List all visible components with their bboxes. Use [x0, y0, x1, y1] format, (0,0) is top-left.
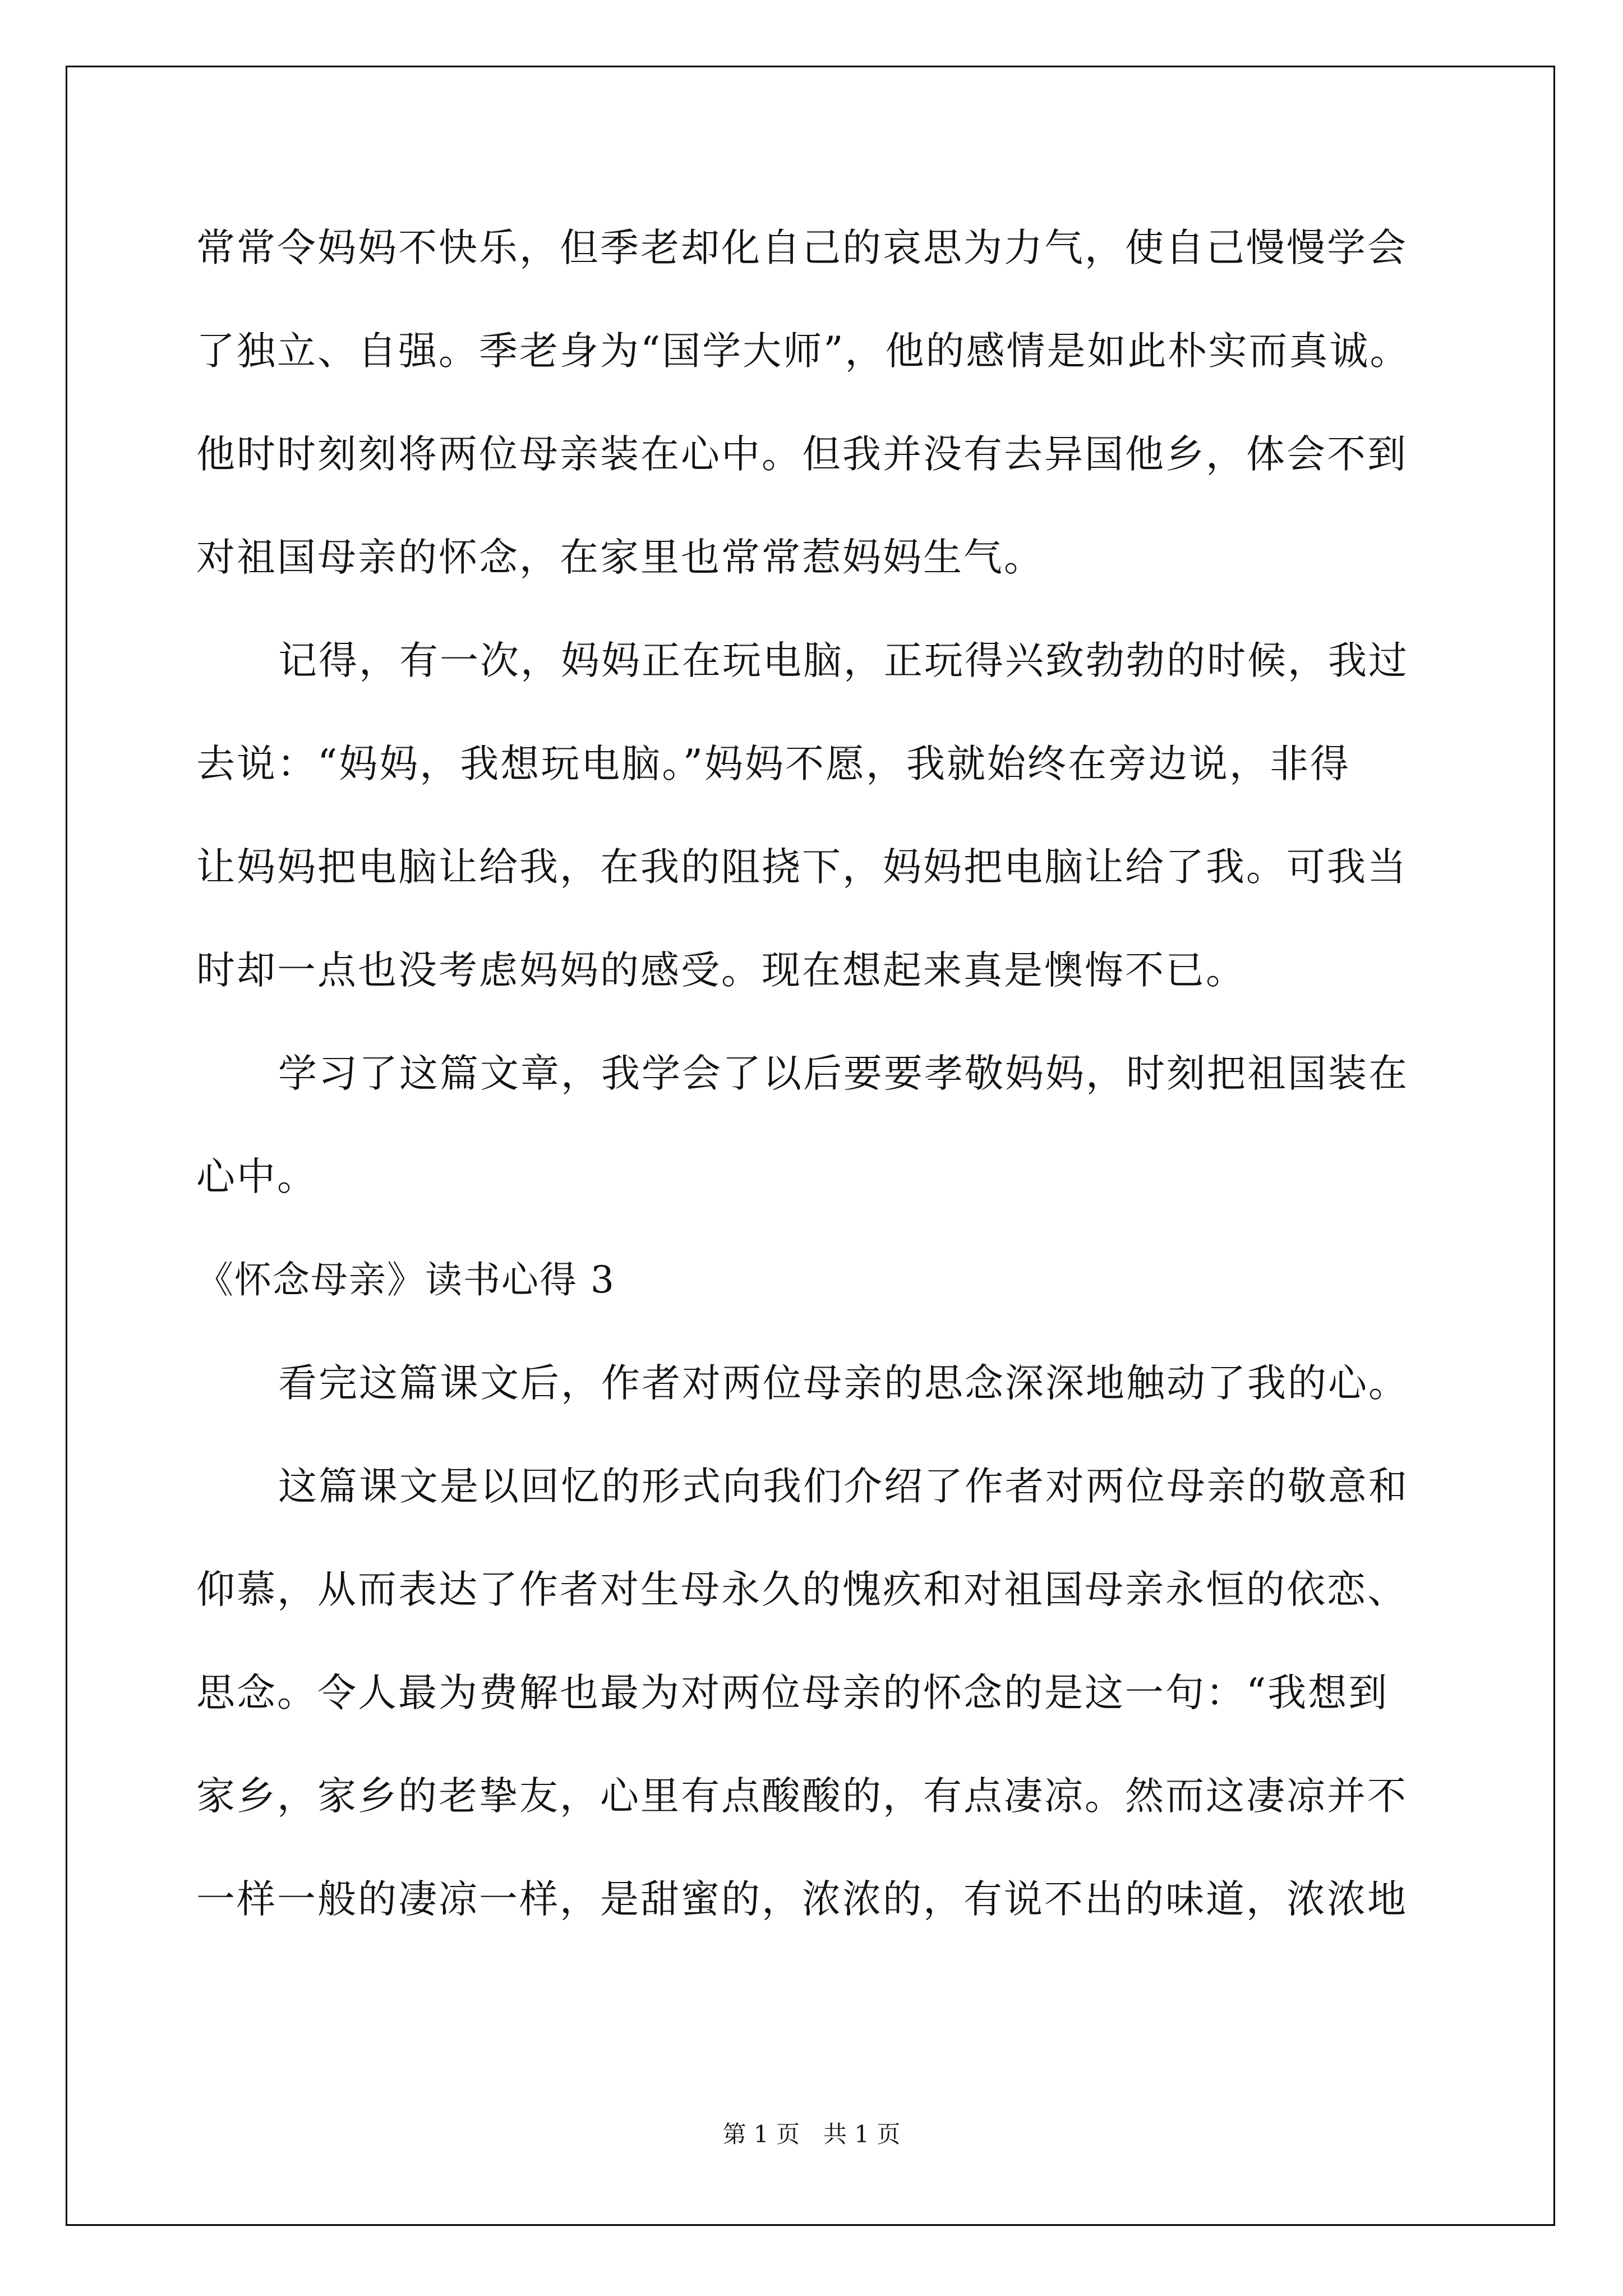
page-number: 第 1 页 — [722, 2120, 800, 2148]
page-footer — [0, 2118, 1623, 2151]
page-total: 共 1 页 — [823, 2120, 901, 2148]
text-line: 家乡，家乡的老挚友，心里有点酸酸的，有点凄凉。然而这凄凉并不 — [196, 1774, 1408, 1819]
text-line: 记得，有一次，妈妈正在玩电脑，正玩得兴致勃勃的时候，我过 — [278, 638, 1409, 683]
text-line: 常常令妈妈不快乐，但季老却化自己的哀思为力气，使自己慢慢学会 — [196, 226, 1408, 270]
text-line: 思念。令人最为费解也最为对两位母亲的怀念的是这一句：“我想到 — [196, 1671, 1389, 1715]
text-line: 让妈妈把电脑让给我，在我的阻挠下，妈妈把电脑让给了我。可我当 — [196, 845, 1408, 890]
text-line: 学习了这篇文章，我学会了以后要要孝敬妈妈，时刻把祖国装在 — [278, 1051, 1409, 1096]
text-line: 看完这篇课文后，作者对两位母亲的思念深深地触动了我的心。 — [278, 1361, 1409, 1406]
text-line: 去说：“妈妈，我想玩电脑。”妈妈不愿，我就始终在旁边说，非得 — [196, 742, 1351, 786]
section-heading: 《怀念母亲》读书心得 3 — [196, 1258, 615, 1301]
text-line: 心中。 — [196, 1154, 317, 1199]
text-line: 这篇课文是以回忆的形式向我们介绍了作者对两位母亲的敬意和 — [278, 1464, 1409, 1509]
text-line: 他时时刻刻将两位母亲装在心中。但我并没有去异国他乡，体会不到 — [196, 432, 1408, 477]
text-line: 了独立、自强。季老身为“国学大师”，他的感情是如此朴实而真诚。 — [196, 329, 1410, 374]
text-line: 仰慕，从而表达了作者对生母永久的愧疚和对祖国母亲永恒的依恋、 — [196, 1567, 1408, 1612]
text-line: 对祖国母亲的怀念，在家里也常常惹妈妈生气。 — [196, 535, 1044, 580]
document-body — [196, 214, 1430, 1969]
text-line: 一样一般的凄凉一样，是甜蜜的，浓浓的，有说不出的味道，浓浓地 — [196, 1877, 1408, 1922]
text-line: 时却一点也没考虑妈妈的感受。现在想起来真是懊悔不已。 — [196, 948, 1246, 993]
